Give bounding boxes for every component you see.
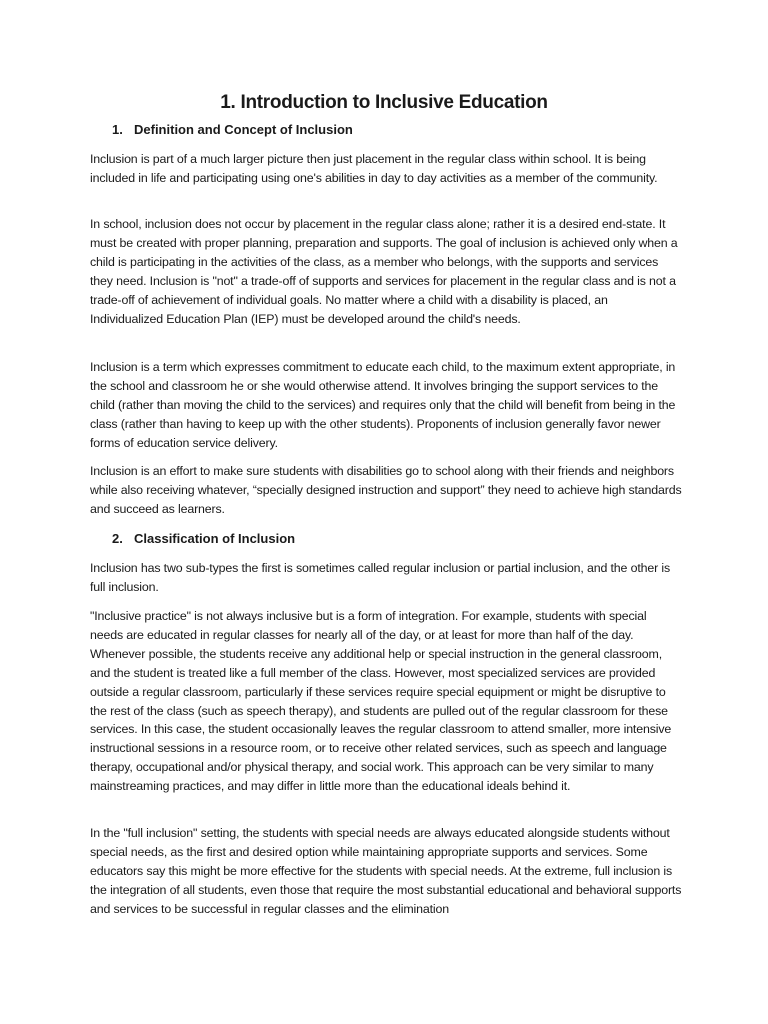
paragraph: Inclusion is a term which expresses commitment to educate each child, to the maximum extent appropriate, in the school and classroom he or she would otherwise attend. It involves bringing the support services to the child (rather than moving the child to the services) and requires only that the child will benefit from being in the class (rather than having to keep up with the other students). Proponents of inclusion generally favor newer forms of education service delivery. xyxy=(90,360,676,450)
section-number: 1. xyxy=(112,122,123,137)
paragraph: "Inclusive practice" is not always inclusive but is a form of integration. For example, students with special needs are educated in regular classes for nearly all of the day, or at least for more than half of the day. Whenever possible, the students receive any additional help or special instruction in the general classroom, and the student is treated like a full member of the class. However, most specialized services are provided outside a regular classroom, particularly if these services require special equipment or might be disruptive to the rest of the class (such as speech therapy), and students are pulled out of the regular classroom for these services. In this case, the student occasionally leaves the regular classroom to attend smaller, more intensive instructional sessions in a resource room, or to receive other related services, such as speech and language therapy, occupational and/or physical therapy, and social work. This approach can be very similar to many mainstreaming practices, and may differ in little more than the educational ideals behind it. xyxy=(90,609,672,794)
section-heading-text: Definition and Concept of Inclusion xyxy=(134,122,353,137)
paragraph: In the "full inclusion" setting, the students with special needs are always educated alongside students without special needs, as the first and desired option while maintaining appropriate supports and services. Some educators say this might be more effective for the students with special needs. At the extreme, full inclusion is the integration of all students, even those that require the most substantial educational and behavioral supports and services to be successful in regular classes and the elimination xyxy=(90,826,682,916)
paragraph: Inclusion is an effort to make sure students with disabilities go to school along with their friends and neighbors while also receiving whatever, “specially designed instruction and support” they need to achieve high standards and succeed as learners. xyxy=(90,464,682,516)
section-number: 2. xyxy=(112,531,123,546)
paragraph: Inclusion has two sub-types the first is sometimes called regular inclusion or partial inclusion, and the other is full inclusion. xyxy=(90,561,671,594)
paragraph: In school, inclusion does not occur by placement in the regular class alone; rather it is a desired end-state. It must be created with proper planning, preparation and supports. The goal of inclusion is achieved only when a child is participating in the activities of the class, as a member who belongs, with the supports and services they need. Inclusion is "not" a trade-off of supports and services for placement in the regular class and is not a trade-off of achievement of individual goals. No matter where a child with a disability is placed, an Individualized Education Plan (IEP) must be developed around the child's needs. xyxy=(90,217,678,326)
section-heading-definition xyxy=(112,122,353,137)
section-heading-classification xyxy=(112,531,295,546)
section-heading-text: Classification of Inclusion xyxy=(134,531,296,546)
page-title: 1. Introduction to Inclusive Education xyxy=(220,92,548,113)
paragraph: Inclusion is part of a much larger picture then just placement in the regular class within school. It is being included in life and participating using one's abilities in day to day activities as a member of the community. xyxy=(90,152,658,185)
